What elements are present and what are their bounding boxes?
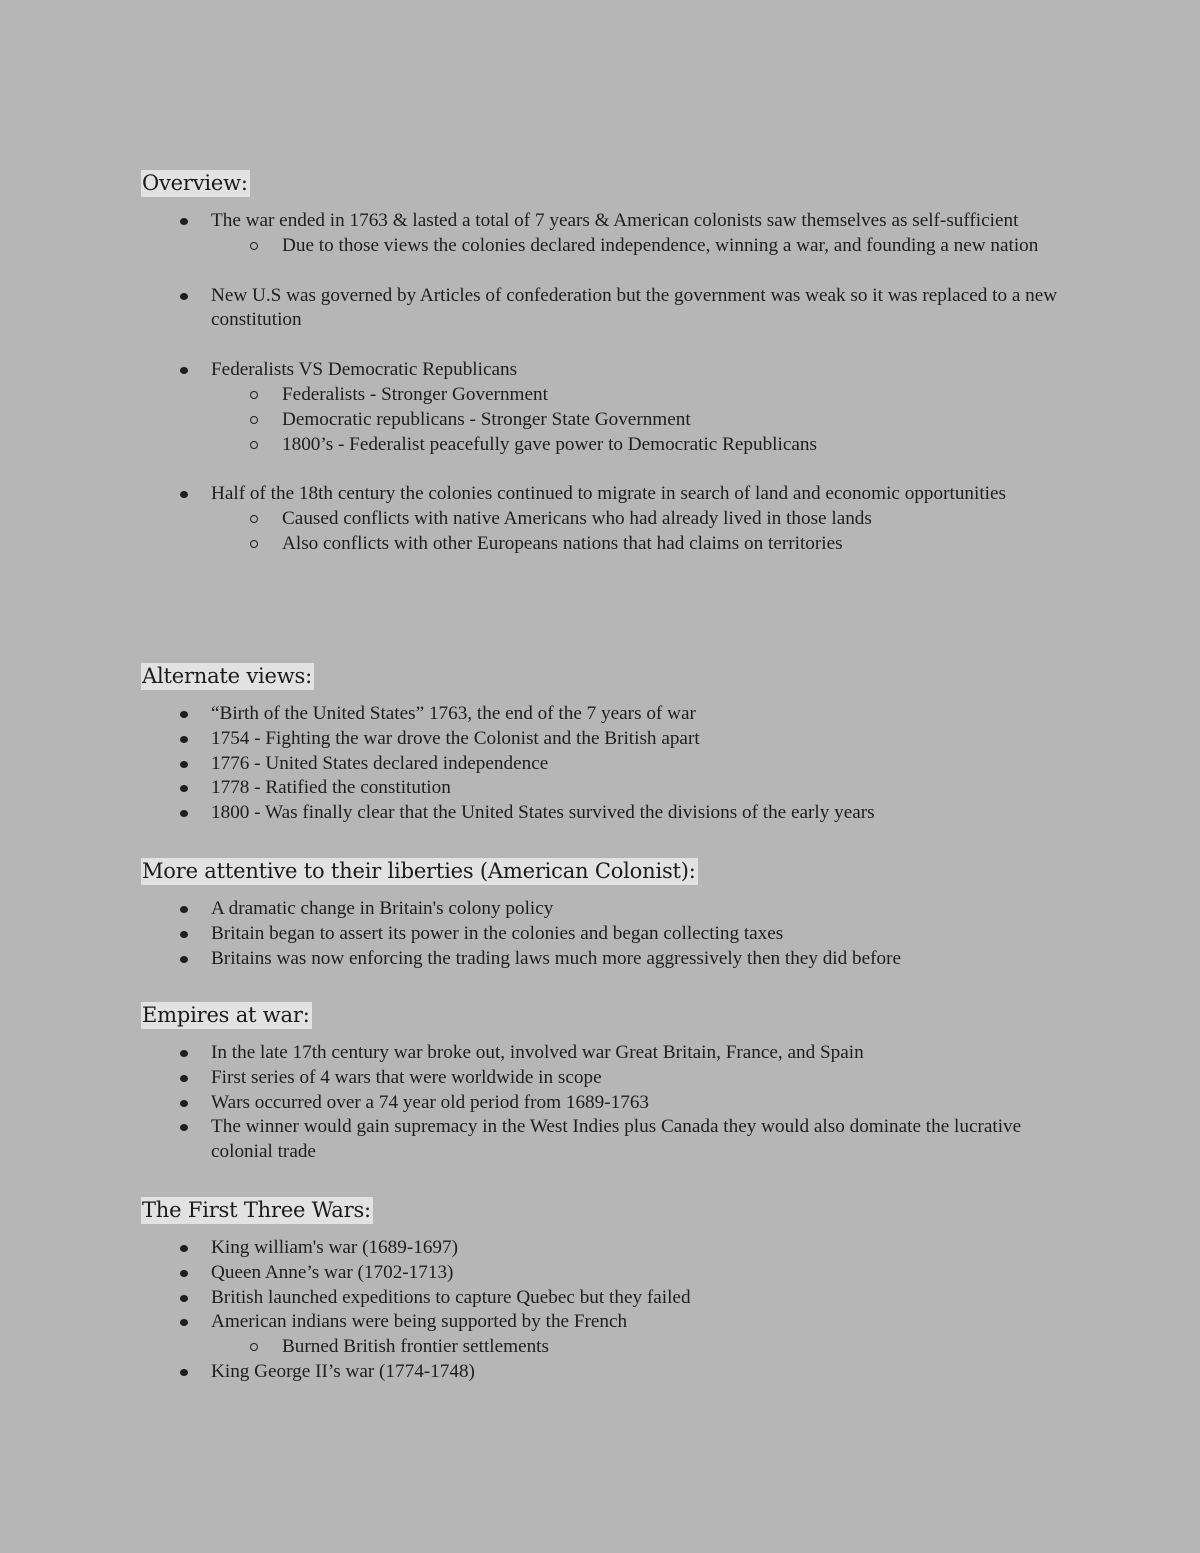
list-item-text: Half of the 18th century the colonies continued to migrate in search of land and economic opportunities [211,483,1006,505]
sub-list-item: Federalists - Stronger Government [211,383,1081,408]
list-item [141,482,1081,556]
sub-list-item: Democratic republicans - Stronger State Government [211,408,1081,433]
section-first-three-wars [141,1197,1081,1385]
list-item: 1800 - Was finally clear that the United States survived the divisions of the early years [141,801,1081,826]
list-item: 1776 - United States declared independence [141,752,1081,777]
list-item-text: Federalists VS Democratic Republicans [211,359,518,381]
bullet-list [141,702,1081,826]
section-heading: Overview: [142,171,248,195]
bullet-list [141,897,1081,971]
sub-list [211,383,1081,457]
list-item: Queen Anne’s war (1702-1713) [141,1261,1081,1286]
list-item: The winner would gain supremacy in the West Indies plus Canada they would also dominate the lucrative colonial trade [141,1115,1081,1165]
sub-list [211,1335,1081,1360]
list-item: Wars occurred over a 74 year old period from 1689-1763 [141,1091,1081,1116]
sub-list-item: Caused conflicts with native Americans who had already lived in those lands [211,507,1081,532]
bullet-list [141,209,1081,557]
sub-list [211,507,1081,557]
list-item: King william's war (1689-1697) [141,1236,1081,1261]
section-heading: Alternate views: [142,664,313,688]
bullet-list [141,1236,1081,1385]
list-item: A dramatic change in Britain's colony policy [141,897,1081,922]
list-item-text: New U.S was governed by Articles of confederation but the government was weak so it was replaced to a new constitution [211,284,1058,331]
list-item [141,1310,1081,1360]
section-heading: More attentive to their liberties (American Colonist): [142,859,696,883]
list-item: King George II’s war (1774-1748) [141,1360,1081,1385]
section-heading: The First Three Wars: [142,1198,371,1222]
list-item: British launched expeditions to capture Quebec but they failed [141,1286,1081,1311]
sub-list-item: Burned British frontier settlements [211,1335,1081,1360]
list-item [141,358,1081,457]
list-item: “Birth of the United States” 1763, the end of the 7 years of war [141,702,1081,727]
sub-list-item: Also conflicts with other Europeans nations that had claims on territories [211,532,1081,557]
section-alternate-views [141,663,1081,826]
list-item: In the late 17th century war broke out, involved war Great Britain, France, and Spain [141,1041,1081,1066]
list-item-text: American indians were being supported by the French [211,1311,628,1333]
section-overview [141,170,1081,557]
list-item [141,284,1081,334]
section-heading: Empires at war: [142,1003,310,1027]
list-item-text: The war ended in 1763 & lasted a total of 7 years & American colonists saw themselves as self-sufficient [211,210,1019,231]
list-item: Britains was now enforcing the trading laws much more aggressively then they did before [141,947,1081,972]
list-item: 1778 - Ratified the constitution [141,776,1081,801]
list-item: Britain began to assert its power in the colonies and began collecting taxes [141,922,1081,947]
list-item [141,209,1081,259]
section-attentive-liberties [141,858,1081,971]
sub-list-item: Due to those views the colonies declared independence, winning a war, and founding a new nation [211,234,1081,259]
list-item: 1754 - Fighting the war drove the Colonist and the British apart [141,727,1081,752]
sub-list-item: 1800’s - Federalist peacefully gave power to Democratic Republicans [211,433,1081,458]
list-item: First series of 4 wars that were worldwide in scope [141,1066,1081,1091]
sub-list [211,234,1081,259]
section-empires-at-war [141,1002,1081,1165]
bullet-list [141,1041,1081,1165]
